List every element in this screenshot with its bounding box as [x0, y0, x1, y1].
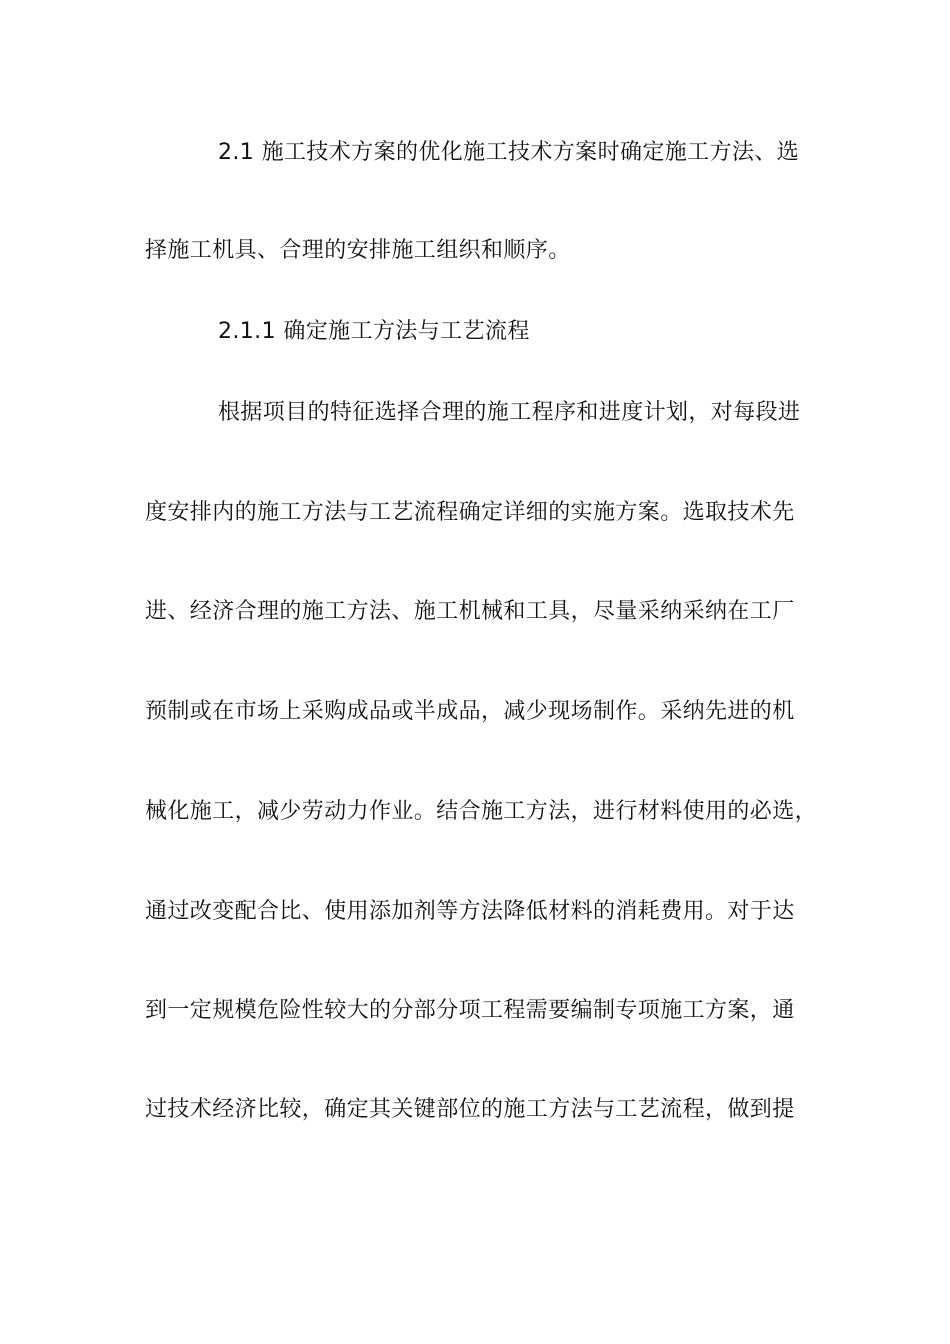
paragraph-line: 械化施工，减少劳动力作业。结合施工方法，进行材料使用的必选， — [145, 799, 818, 824]
paragraph-line: 预制或在市场上采购成品或半成品，减少现场制作。采纳先进的机 — [145, 699, 795, 724]
paragraph-line: 进、经济合理的施工方法、施工机械和工具，尽量采纳采纳在工厂 — [145, 599, 795, 624]
paragraph-line: 通过改变配合比、使用添加剂等方法降低材料的消耗费用。对于达 — [145, 899, 795, 924]
paragraph-line: 到一定规模危险性较大的分部分项工程需要编制专项施工方案，通 — [145, 998, 795, 1023]
paragraph-line: 度安排内的施工方法与工艺流程确定详细的实施方案。选取技术先 — [145, 500, 795, 525]
section-heading-line-2: 择施工机具、合理的安排施工组织和顺序。 — [145, 238, 571, 263]
paragraph-line: 根据项目的特征选择合理的施工程序和进度计划，对每段进 — [218, 400, 801, 425]
section-heading-line-1: 2.1 施工技术方案的优化施工技术方案时确定施工方法、选 — [218, 140, 800, 165]
paragraph-line: 过技术经济比较，确定其关键部位的施工方法与工艺流程，做到提 — [145, 1097, 795, 1122]
subsection-heading: 2.1.1 确定施工方法与工艺流程 — [218, 319, 530, 344]
